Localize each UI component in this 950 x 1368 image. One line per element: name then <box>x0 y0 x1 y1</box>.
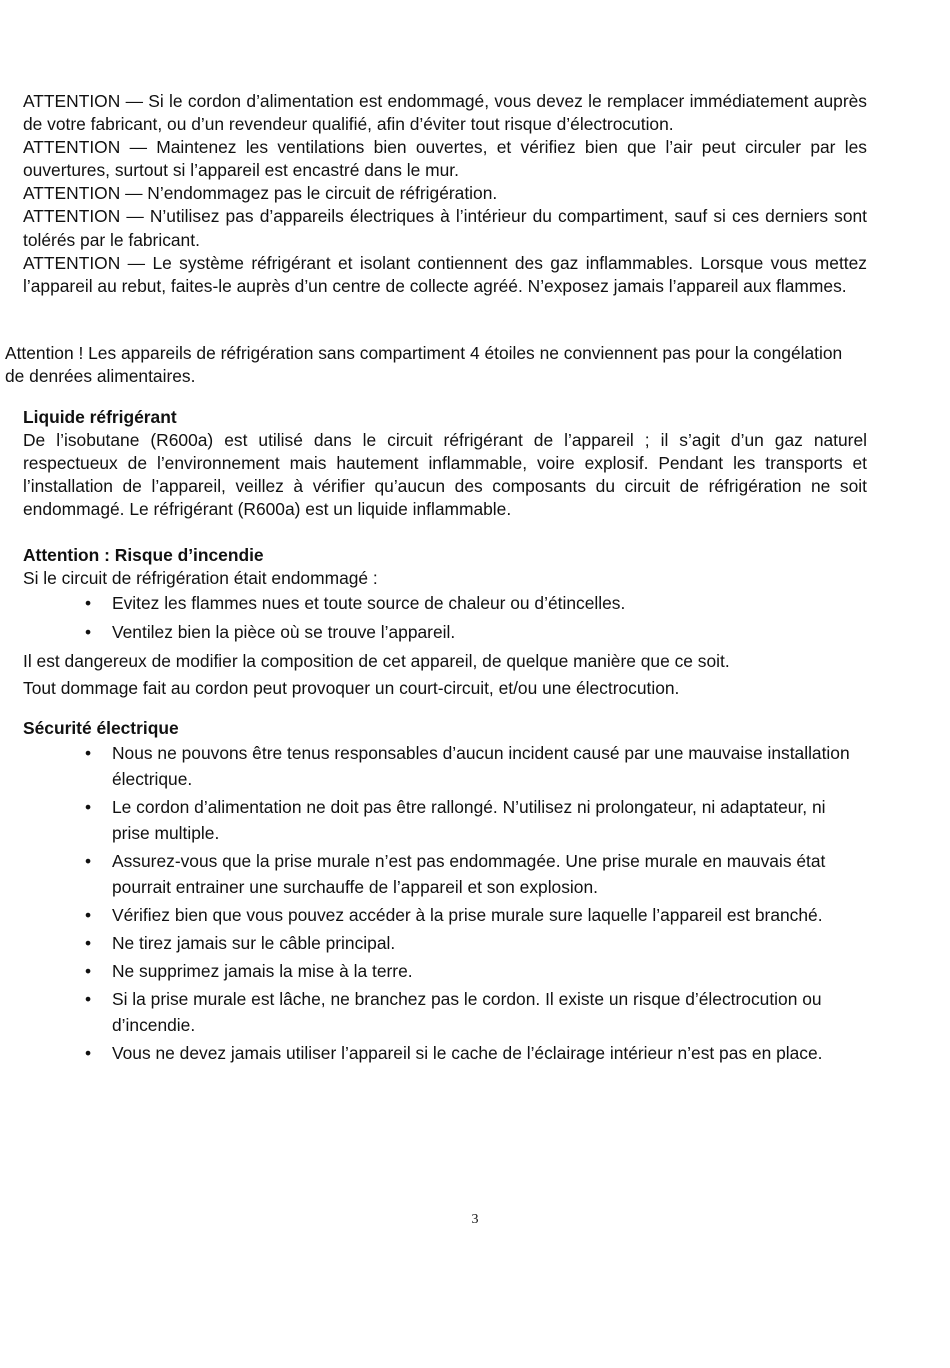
list-item-text: Le cordon d’alimentation ne doit pas être rallongé. N’utilisez ni prolongateur, ni adaptateur, ni prise multiple. <box>112 797 826 844</box>
bullet-icon: • <box>85 797 92 818</box>
list-item <box>23 740 867 792</box>
list-item-text: Ventilez bien la pièce où se trouve l’appareil. <box>112 622 456 643</box>
refrigerant-section <box>23 406 867 521</box>
attention-note: Attention ! Les appareils de réfrigération sans compartiment 4 étoiles ne conviennent pas pour la congélation de denrées alimentaires. <box>5 343 843 387</box>
list-item-text: Vérifiez bien que vous pouvez accéder à la prise murale sure laquelle l’appareil est branché. <box>112 905 823 926</box>
list-item-text: Si la prise murale est lâche, ne branchez pas le cordon. Il existe un risque d’électrocution ou d’incendie. <box>112 989 822 1036</box>
list-item <box>23 986 867 1038</box>
list-item <box>23 848 867 900</box>
list-item <box>23 902 867 928</box>
bullet-icon: • <box>85 622 92 643</box>
list-item-text: Ne tirez jamais sur le câble principal. <box>112 933 396 954</box>
bullet-icon: • <box>85 593 92 614</box>
warning-paragraph: ATTENTION — N’utilisez pas d’appareils électriques à l’intérieur du compartiment, sauf si ces derniers sont tolérés par le fabricant. <box>23 206 867 250</box>
list-item-text: Vous ne devez jamais utiliser l’appareil si le cache de l’éclairage intérieur n’est pas en place. <box>112 1043 823 1064</box>
warnings-block <box>23 90 867 298</box>
list-item-text: Assurez-vous que la prise murale n’est pas endommagée. Une prise murale en mauvais état pourrait entrainer une surchauffe de l’appareil et son explosion. <box>112 851 826 898</box>
bullet-list <box>23 590 867 645</box>
bullet-icon: • <box>85 851 92 872</box>
bullet-icon: • <box>85 1043 92 1064</box>
electrical-safety-section <box>23 717 867 1068</box>
warning-paragraph: ATTENTION — Maintenez les ventilations bien ouvertes, et vérifiez bien que l’air peut circuler par les ouvertures, surtout si l’appareil est encastré dans le mur. <box>23 137 867 181</box>
list-item <box>23 590 867 616</box>
list-item <box>23 619 867 645</box>
bullet-icon: • <box>85 989 92 1010</box>
bullet-icon: • <box>85 961 92 982</box>
fire-risk-section <box>23 544 867 701</box>
bullet-icon: • <box>85 933 92 954</box>
section-text: Il est dangereux de modifier la composition de cet appareil, de quelque manière que ce soit. <box>23 651 730 672</box>
section-title: Attention : Risque d’incendie <box>23 545 264 565</box>
list-item <box>23 958 867 984</box>
list-item-text: Nous ne pouvons être tenus responsables d’aucun incident causé par une mauvaise installation électrique. <box>112 743 850 790</box>
section-intro: Si le circuit de réfrigération était endommagé : <box>23 568 378 589</box>
section-title: Liquide réfrigérant <box>23 407 177 427</box>
section-title: Sécurité électrique <box>23 718 179 738</box>
warning-paragraph: ATTENTION — Si le cordon d’alimentation est endommagé, vous devez le remplacer immédiatement auprès de votre fabricant, ou d’un revendeur qualifié, afin d’éviter tout risque d’électrocution. <box>23 91 867 135</box>
bullet-icon: • <box>85 905 92 926</box>
list-item-text: Ne supprimez jamais la mise à la terre. <box>112 961 413 982</box>
page-number: 3 <box>471 1212 479 1227</box>
bullet-icon: • <box>85 743 92 764</box>
list-item-text: Evitez les flammes nues et toute source de chaleur ou d’étincelles. <box>112 593 626 614</box>
section-body: De l’isobutane (R600a) est utilisé dans le circuit réfrigérant de l’appareil ; il s’agit d’un gaz naturel respectueux de l’environnement mais hautement inflammable, voire explosif. Pendant les transports et l’installation de l’appareil, veillez à vérifier qu’aucun des composants du circuit de réfrigération ne soit endommagé. Le réfrigérant (R600a) est un liquide inflammable. <box>23 430 867 520</box>
bullet-list <box>23 740 867 1066</box>
warning-paragraph: ATTENTION — N’endommagez pas le circuit de réfrigération. <box>23 183 498 204</box>
list-item <box>23 930 867 956</box>
list-item <box>23 794 867 846</box>
warning-paragraph: ATTENTION — Le système réfrigérant et isolant contiennent des gaz inflammables. Lorsque vous mettez l’appareil au rebut, faites-le auprès d’un centre de collecte agréé. N’exposez jamais l’appareil aux flammes. <box>23 252 867 296</box>
section-text: Tout dommage fait au cordon peut provoquer un court-circuit, et/ou une électrocution. <box>23 677 680 698</box>
list-item <box>23 1040 867 1066</box>
